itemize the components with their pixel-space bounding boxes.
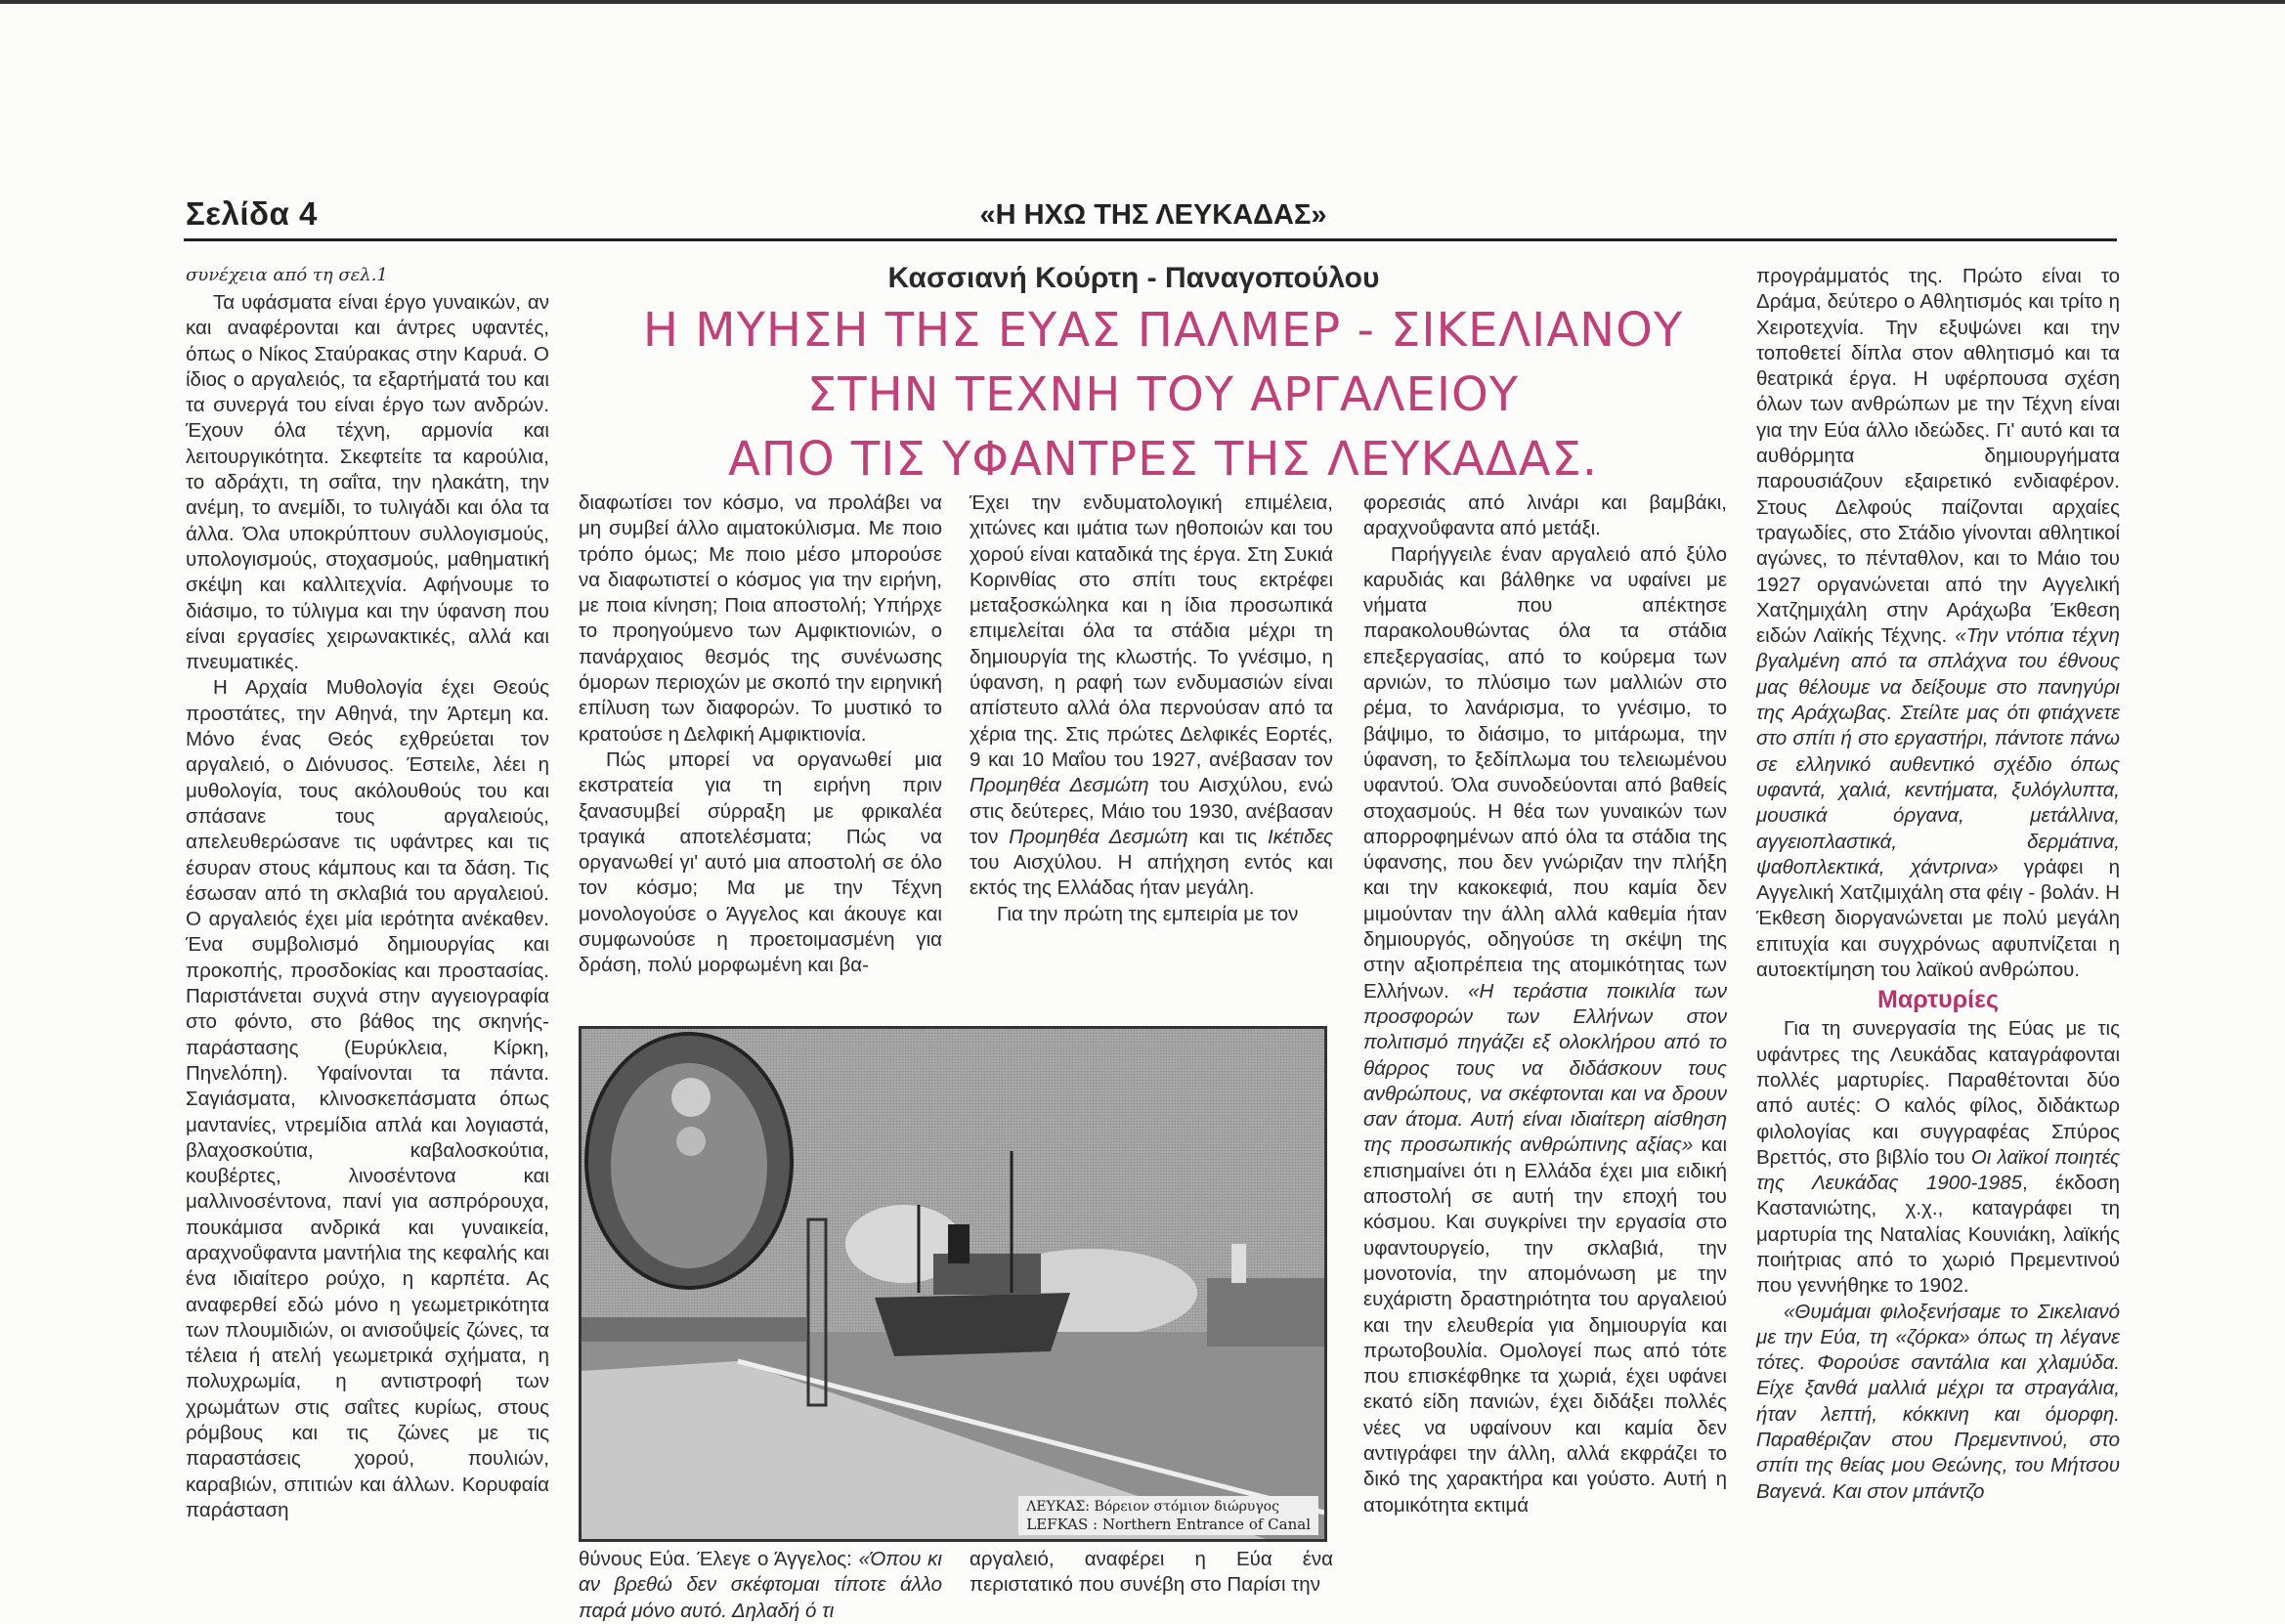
madonna-face — [671, 1078, 711, 1117]
text-column-3-top — [970, 491, 1333, 927]
paragraph — [970, 491, 1333, 902]
text: και επισημαίνει ότι η Ελλάδα έχει μια ειδική αποστολή σε αυτή την εποχή του κόσμου. Και συγκρίνει την εργασία στο υφαντουργείο, την σκλαβιά, την μονοτονία, την απομόνωση με την ευχάριστη δραστηριότητα του αργαλειού και την ελευθερία για δημιουργία και πρωτοβουλία. Ομολογεί πως από τότε που επισκέφθηκε τα χωριά, έχει υφάνει εκατό είδη πανιών, έχει διδάξει πολλές νέες να υφαίνουν και καμία δεν αντιγράφει την άλλη, αλλά εκφράζει το δικό της χαρακτήρα και γούστο. Αυτή η ατομικότητα εκτιμά — [1363, 1133, 1727, 1517]
text-column-5 — [1756, 264, 2120, 1505]
paragraph — [579, 748, 942, 979]
text: φορεσιάς από λινάρι και βαμβάκι, αραχνοΰφαντα από μετάξι. — [1363, 491, 1727, 540]
paragraph — [1756, 1300, 2120, 1505]
text: Παρήγγειλε έναν αργαλειό από ξύλο καρυδιάς και βάλθηκε να υφαίνει με νήματα που απέκτησε παρακολουθώντας όλα τα στάδια επεξεργασίας, από το κούρεμα των αρνιών, το πλύσιμο των μαλλιών στο ρέμα, το λανάρισμα, το γνέσιμο, το βάψιμο, το διάσιμο, το μιτάρωμα, την ύφανση, το ξεδίπλωμα του τελειωμένου υφαντού. Όλα συνοδεύονται από βαθείς στοχασμούς. Η θέα των γυναικών των απορροφημένων από όλα τα στάδια της ύφανσης, που δεν γνώριζαν την πλήξη και την κακοκεφιά, που καμία δεν μιμούνταν την άλλη αλλά καθεμία ήταν δημιουργός, οδηγούσε τη σκέψη της στην αξιοπρέπεια της ατομικότητας των Ελλήνων. — [1363, 542, 1727, 1003]
italic-text: «Όπου κι αν βρεθώ δεν σκέφτομαι τίποτε άλλο παρά μόνο αυτό. Δηλαδή ό τι — [579, 1548, 942, 1622]
ship-funnel — [948, 1224, 970, 1263]
caption-greek: ΛΕΥΚΑΣ: Βόρειον στόμιον διώρυγος — [1026, 1499, 1279, 1515]
header-rule — [184, 238, 2117, 241]
text: Πώς μπορεί να οργανωθεί μια εκστρατεία για τη ειρήνη πριν ξανασυμβεί σύρραξη με φρικαλέα τραγικά αποτελέσματα; Πώς να οργανωθεί γι' αυτό μια αποστολή σε όλο τον κόσμο; Μα με την Τέχνη μονολογούσε ο Άγγελος και άκουγε και συμφωνούσε η προετοιμασμένη για δράση, πολύ μορφωμένη και βα- — [579, 748, 942, 977]
text: αργαλειό, αναφέρει η Εύα ένα περιστατικό που συνέβη στο Παρίσι την — [970, 1548, 1333, 1597]
section-heading — [1756, 984, 2120, 1015]
photo-caption — [1018, 1496, 1318, 1535]
text: γράφει η Αγγελική Χατζιμιχάλη στα φέιγ - βολάν. Η Έκθεση διοργανώνεται με πολύ μεγάλη επιτυχία και συγχρόνως αφυπνίζεται η αυτοεκτίμηση του λαϊκού ανθρώπου. — [1756, 855, 2121, 982]
continuation-note — [186, 264, 549, 287]
text: του Αισχύλου, ενώ στις δεύτερες, Μάιο του 1930, ανέβασαν τον — [970, 774, 1333, 848]
paragraph — [1756, 264, 2120, 983]
photo-illustration — [582, 1029, 1324, 1539]
italic-text: «Την ντόπια τέχνη βγαλμένη από τα σπλάχνα του έθνους μας θέλουμε να δείξουμε στο πανηγύρι της Αράχωβας. Στείλτε μας ότι φτιάχνετε στο σπίτι ή στο εργαστήρι, πάντοτε πάνω σε ελληνικό αυθεντικό σχέδιο όπως υφαντά, χαλιά, κεντήματα, ξυλόγλυπτα, μουσικά όργανα, μετάλλινα, αγγειοπλαστικά, δερμάτινα, ψαθοπλεκτικά, χάντρινα» — [1756, 624, 2120, 878]
paragraph — [1363, 542, 1727, 1518]
text: Έχει την ενδυματολογική επιμέλεια, χιτώνες και ιμάτια των ηθοποιών και του χορού είναι καταδικά της έργα. Στη Συκιά Κορινθίας στο σπίτι τους εκτρέφει μεταξοσκώληκα και η ίδια προσωπικά επιμελείται όλα τα στάδια μέχρι τη δημιουργία της κλωστής. Το γνέσιμο, η ύφανση, η ραφή των ενδυμασιών είναι απίστευτο αλλά όλα περνούσαν από τα χέρια της. Στις πρώτες Δελφικές Εορτές, 9 και 10 Μαΐου του 1927, ανέβασαν τον — [970, 491, 1333, 771]
paragraph — [970, 902, 1333, 927]
text-column-2-top — [579, 491, 942, 979]
text: Για τη συνεργασία της Εύας με τις υφάντρες της Λευκάδας καταγράφονται πολλές μαρτυρίες. Παραθέτονται δύο από αυτές: Ο καλός φίλος, διδάκτωρ φιλολογίας και συγγραφέας Σπύρος Βρεττός, στο βιβλίο του — [1756, 1017, 2120, 1169]
text: , έκδοση Καστανιώτης, χ.χ., καταγράφει τη μαρτυρία της Ναταλίας Κουνιάκη, λαϊκής ποιήτριας από το χωριό Πρεμεντινού που γεννήθηκε το 1902. — [1756, 1172, 2120, 1298]
italic-text: Οι λαϊκοί ποιητές της Λευκάδας 1900-1985 — [1756, 1145, 2120, 1195]
paragraph — [1756, 1016, 2120, 1299]
text: Τα υφάσματα είναι έργο γυναικών, αν και αναφέρονται και άντρες υφαντές, όπως ο Νίκος Σταύρακας στην Καρυά. Ο ίδιος ο αργαλειός, τα εξαρτήματά του και τα συνεργά του είναι έργο των ανδρών. Έχουν όλα τέχνη, αρμονία και λειτουργικότητα. Σκεφτείτε τα καρούλια, το αδράχτι, τη σαΐτα, την ηλακάτη, την ανέμη, το ανεμίδι, το τυλιγάδι και όλα τα άλλα. Όλα υποκρύπτουν συλλογισμούς, υπολογισμούς, στοχασμούς, μαθηματική σκέψη και καλλιτεχνία. Αφήνουμε το διάσιμο, το τύλιγμα και την ύφανση που είναι εργασίες χειρωνακτικές, αλλά και πνευματικές. — [186, 291, 549, 674]
italic-text: Ικέτιδες — [1268, 825, 1333, 848]
newspaper-name: «Η ΗΧΩ ΤΗΣ ΛΕΥΚΑΔΑΣ» — [979, 199, 1327, 231]
paragraph — [1363, 491, 1727, 542]
text: και τις — [1187, 825, 1268, 848]
text: του Αισχύλου. Η απήχηση εντός και εκτός της Ελλάδας ήταν μεγάλη. — [970, 851, 1333, 900]
article-title — [586, 298, 1740, 491]
paragraph — [579, 1547, 942, 1624]
text-column-4 — [1363, 491, 1727, 1518]
town-left — [582, 1317, 806, 1342]
italic-text: «Θυμάμαι φιλοξενήσαμε το Σικελιανό με την Εύα, τη «ζόρκα» όπως τη λέγανε τότες. Φορούσε σαντάλια και χλαμύδα. Είχε ξανθά μαλλιά μέχρι τα στραγάλια, ήταν λεπτή, κόκκινη και όμορφη. Παραθέριζαν στου Πρεμεντινού, στο σπίτι της θείας μου Θεώνης, του Μήτσου Βαγενά. Και στον μπάντζο — [1756, 1300, 2120, 1503]
text-column-3-bottom — [970, 1547, 1333, 1599]
title-line: ΣΤΗΝ ΤΕΧΝΗ ΤΟΥ ΑΡΓΑΛΕΙΟΥ — [806, 367, 1520, 422]
article-author: Κασσιανή Κούρτη - Παναγοπούλου — [887, 262, 1380, 294]
child-face — [676, 1127, 706, 1156]
scan-edge — [0, 0, 2285, 4]
fortress — [1207, 1278, 1324, 1346]
text: συνέχεια από τη σελ.1 — [186, 265, 388, 285]
text: θύνους Εύα. Έλεγε ο Άγγελος: — [579, 1548, 859, 1570]
text-column-1 — [186, 264, 549, 1523]
historic-photo-lefkas-canal — [579, 1026, 1327, 1542]
title-line: Η ΜΥΗΣΗ ΤΗΣ ΕΥΑΣ ΠΑΛΜΕΡ - ΣΙΚΕΛΙΑΝΟΥ — [642, 303, 1684, 358]
title-line: ΑΠΟ ΤΙΣ ΥΦΑΝΤΡΕΣ ΤΗΣ ΛΕΥΚΑΔΑΣ. — [727, 432, 1599, 487]
italic-text: Προμηθέα Δεσμώτη — [970, 774, 1149, 797]
italic-text: Προμηθέα Δεσμώτη — [1009, 825, 1188, 848]
caption-english: LEFKAS : Northern Entrance of Canal — [1026, 1516, 1311, 1533]
ship-hull — [875, 1293, 1070, 1356]
paragraph — [970, 1547, 1333, 1599]
italic-text: «Η τεράστια ποικιλία των προσφορών των Ελλήνων στον πολιτισμό πηγάζει εξ ολοκλήρου από το θάρρος τους να διδάσκουν τους ανθρώπους, να σκέφτονται και να δρουν σαν άτομα. Αυτή είναι ιδιαίτερη αίσθηση της προσωπικής ανθρώπινης αξίας» — [1363, 979, 1727, 1157]
text: Μαρτυρίες — [1877, 986, 1999, 1014]
page-number: Σελίδα 4 — [186, 195, 318, 232]
paragraph — [579, 491, 942, 748]
text: διαφωτίσει τον κόσμο, να προλάβει να μη συμβεί άλλο αιματοκύλισμα. Με ποιο τρόπο όμως; Με ποιο μέσο μπορούσε να διαφωτιστεί ο κόσμος για την ειρήνη, με ποια κίνηση; Ποια αποστολή; Υπήρχε το προηγούμενο των Αμφικτιονιών, ο πανάρχαιος θεσμός της συνένωσης όμορων περιοχών με σκοπό την ειρηνική επίλυση των διαφορών. Το μυστικό το κρατούσε η Δελφική Αμφικτιονία. — [579, 491, 942, 746]
text: Η Αρχαία Μυθολογία έχει Θεούς προστάτες, την Αθηνά, την Άρτεμη κα. Μόνο ένας Θεός εχθρεύεται τον αργαλειό, ο Διόνυσος. Έστειλε, λέει η μυθολογία, τους ακόλουθούς του και σπάσανε τους αργαλειούς, απελευθερώσανε τις υφάντρες και τις έσυραν στους κάμπους και τα δάση. Τις έσωσαν από τη σκλαβιά του αργαλειού. Ο αργαλειός έχει μία ιερότητα ανέκαθεν. Ένα συμβολισμό δημιουργίας και προκοπής, προσδοκίας και προστασίας. Παριστάνεται συχνά στην αγγειογραφία στο φόντο, στο βάθος της σκηνής-παράστασης (Ευρύκλεια, Κίρκη, Πηνελόπη). Υφαίνονται τα πάντα. Σαγιάσματα, κλινοσκεπάσματα όπως μαντανίες, ντρεμίδια απλά και λογιαστά, βλαχοσκούτια, καβαλοσκούτια, κουβέρτες, λινοσέντονα και μαλλινοσέντονα, πανί για ασπρόρουχα, πουκάμισα ανδρικά και γυναικεία, αραχνοΰφαντα μαντήλια της κεφαλής και ένα ιδιαίτερο ρούχο, η καρπέτα. Ας αναφερθεί εδώ μόνο η γεωμετρικότητα των πλουμιδιών, οι ανισοΰψείς ζώνες, τα τέλεια ή ατελή γεωμετρικά σχήματα, η πολυχρωμία, η αντιστροφή των χρωμάτων στις σαΐτες κυρίως, στους ρόμβους και τις ζώνες με τις παραστάσεις χορού, πουλιών, καραβιών, σπιτιών και άλλων. Κορυφαία παράσταση — [186, 676, 549, 1521]
paragraph — [186, 290, 549, 675]
text-column-2-bottom — [579, 1547, 942, 1624]
lighthouse — [1231, 1244, 1246, 1283]
text: Για την πρώτη της εμπειρία με τον — [997, 902, 1299, 925]
text: προγράμματός της. Πρώτο είναι το Δράμα, δεύτερο ο Αθλητισμός και τρίτο η Χειροτεχνία. Την εξυψώνει και την τοποθετεί δίπλα στον αθλητισμό και τα θεατρικά έργα. Η υφέρπουσα σχέση όλων των ανθρώπων με την Τέχνη είναι για την Εύα άλλο ιδεώδες. Γι' αυτό και τα αυθόρμητα δημιουργήματα παρουσιάζουν εξαιρετικό ενδιαφέρον. Στους Δελφούς παίζονται αρχαίες τραγωδίες, στο Στάδιο γίνονται αθλητικοί αγώνες, το πένταθλον, και το Μάιο του 1927 οργανώνεται από την Αγγελική Χατζημιχάλη στην Αράχωβα Έκθεση ειδών Λαϊκής Τέχνης. — [1756, 265, 2120, 648]
paragraph — [186, 675, 549, 1523]
